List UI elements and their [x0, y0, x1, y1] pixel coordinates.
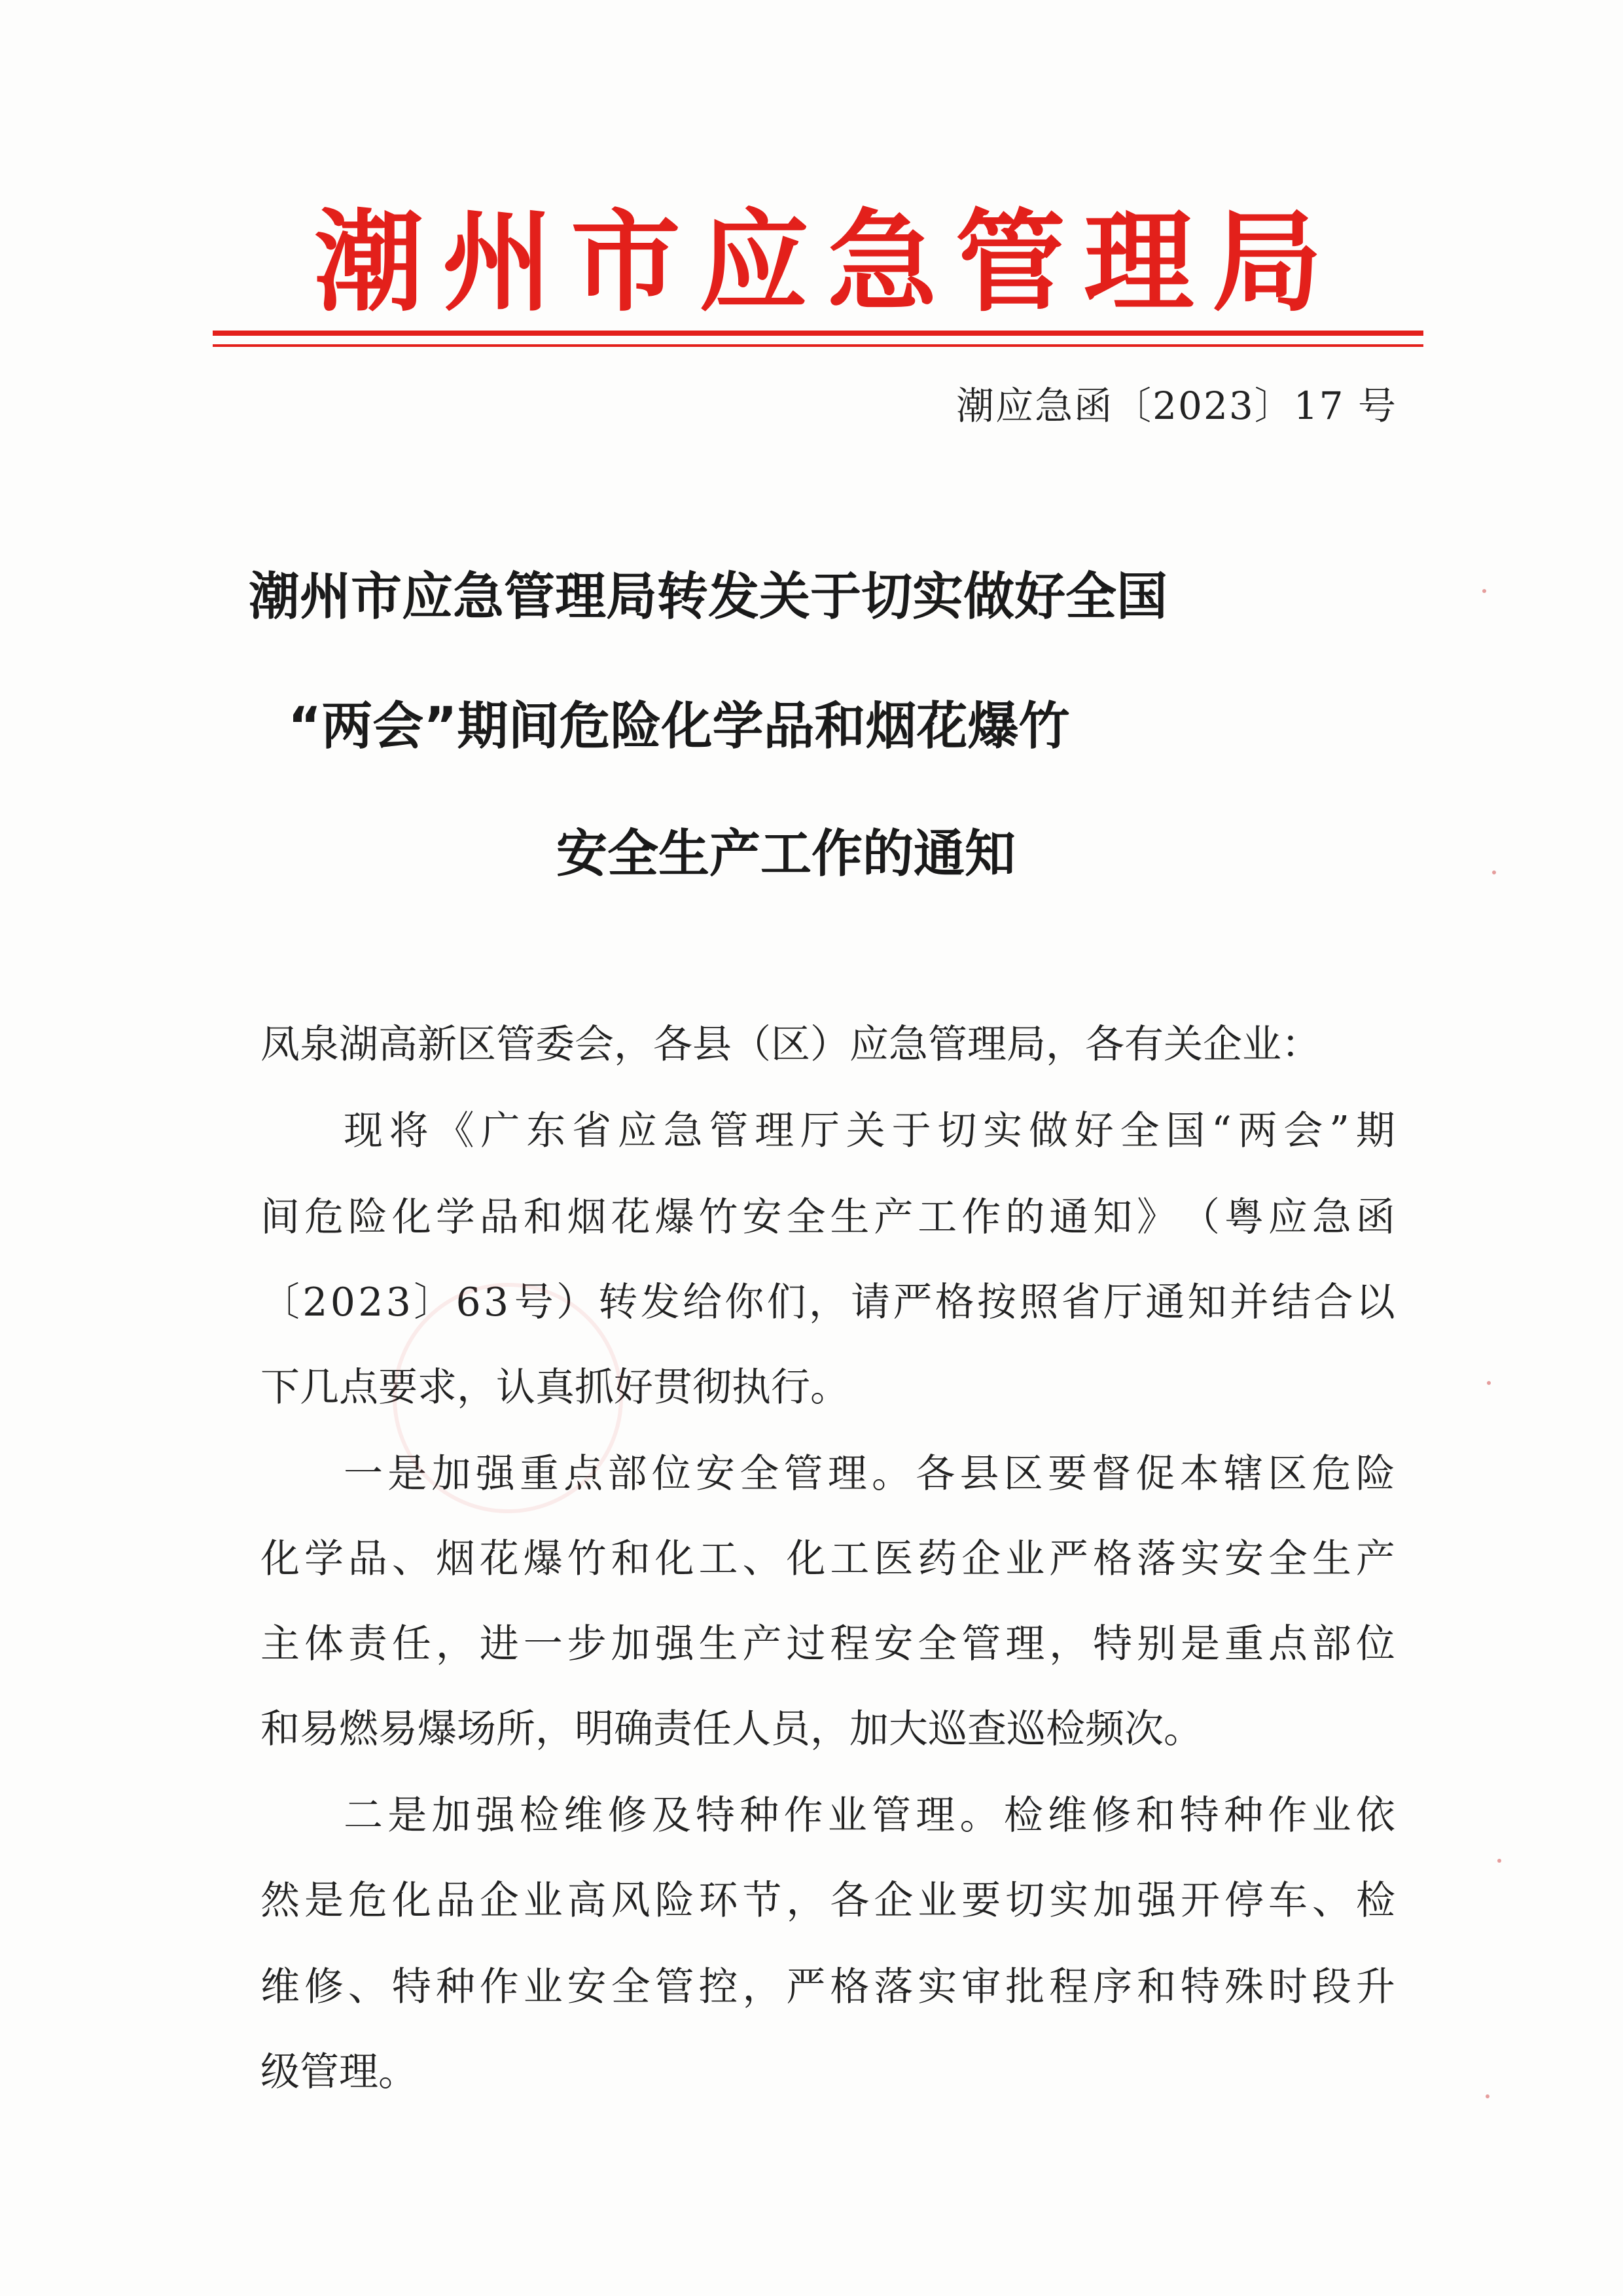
- glyph: 切: [1005, 1878, 1045, 1924]
- glyph: 安: [696, 1451, 735, 1497]
- scan-speck: [1497, 1859, 1501, 1863]
- glyph: 理: [916, 1793, 955, 1839]
- glyph: 》: [1137, 1194, 1177, 1240]
- glyph: 严: [786, 1964, 826, 2010]
- scan-speck: [1482, 589, 1486, 593]
- glyph: 、: [391, 1536, 431, 1582]
- glyph: 实: [1049, 1878, 1089, 1924]
- glyph: 和: [1135, 1793, 1175, 1839]
- glyph: 业: [918, 1878, 957, 1924]
- glyph: 修: [304, 1964, 344, 2010]
- glyph: 加: [611, 1621, 651, 1667]
- glyph: 二: [344, 1793, 383, 1839]
- red-separator-thin: [213, 344, 1423, 347]
- glyph: 强: [1137, 1878, 1177, 1924]
- glyph: 任: [391, 1621, 431, 1667]
- glyph: 产: [742, 1621, 782, 1667]
- glyph: 促: [1135, 1451, 1175, 1497]
- glyph: 企: [874, 1878, 914, 1924]
- glyph: 点: [1268, 1621, 1308, 1667]
- glyph: 业: [1005, 1536, 1045, 1582]
- glyph: 程: [830, 1621, 870, 1667]
- glyph: 知: [1093, 1194, 1133, 1240]
- glyph: 落: [874, 1964, 914, 2010]
- glyph: 作: [961, 1194, 1001, 1240]
- glyph: 强: [475, 1793, 515, 1839]
- glyph: 开: [1181, 1878, 1221, 1924]
- glyph: 品: [435, 1878, 475, 1924]
- glyph: 品: [348, 1536, 387, 1582]
- glyph: 步: [567, 1621, 607, 1667]
- paragraph-line: 下几点要求，认真抓好贯彻执行。: [260, 1365, 849, 1410]
- glyph: 烟: [435, 1536, 475, 1582]
- paragraph-line: [260, 1961, 1395, 2013]
- glyph: ，: [1049, 1621, 1089, 1667]
- glyph: 特: [1181, 1964, 1221, 2010]
- glyph: 省: [1061, 1280, 1101, 1325]
- glyph: 车: [1268, 1878, 1308, 1924]
- glyph: 烟: [567, 1194, 607, 1240]
- document-title-line-3: 安全生产工作的通知: [556, 825, 1016, 884]
- glyph: 种: [1224, 1793, 1263, 1839]
- masthead-char: 州: [442, 197, 552, 327]
- glyph: 各: [830, 1878, 870, 1924]
- glyph: 是: [387, 1793, 427, 1839]
- glyph: （: [1181, 1194, 1221, 1240]
- glyph: 化: [654, 1536, 694, 1582]
- glyph: 两: [1238, 1108, 1277, 1154]
- glyph: 工: [698, 1536, 738, 1582]
- glyph: 主: [260, 1621, 300, 1667]
- glyph: 化: [260, 1536, 300, 1582]
- glyph: 危: [1311, 1451, 1351, 1497]
- glyph: 3: [385, 1280, 411, 1325]
- glyph: 企: [961, 1536, 1001, 1582]
- glyph: 部: [1311, 1621, 1351, 1667]
- glyph: 审: [961, 1964, 1001, 2010]
- glyph: 是: [387, 1451, 427, 1497]
- glyph: 产: [874, 1194, 914, 1240]
- glyph: 生: [698, 1621, 738, 1667]
- glyph: 给: [682, 1280, 722, 1325]
- glyph: 升: [1355, 1964, 1395, 2010]
- masthead-char: 急: [827, 197, 937, 327]
- glyph: 位: [651, 1451, 691, 1497]
- glyph: 关: [846, 1108, 885, 1154]
- glyph: 〔: [260, 1280, 300, 1325]
- glyph: 区: [1268, 1451, 1308, 1497]
- glyph: 理: [1005, 1621, 1045, 1667]
- glyph: 好: [1074, 1108, 1114, 1154]
- glyph: 序: [1093, 1964, 1133, 2010]
- glyph: 是: [304, 1878, 344, 1924]
- glyph: 作: [1268, 1793, 1308, 1839]
- masthead-char: 局: [1212, 197, 1322, 327]
- glyph: 知: [1187, 1280, 1227, 1325]
- glyph: 安: [874, 1621, 914, 1667]
- glyph: 辖: [1224, 1451, 1263, 1497]
- glyph: 特: [391, 1964, 431, 2010]
- paragraph-line: [260, 1874, 1395, 1927]
- glyph: 种: [435, 1964, 475, 2010]
- glyph: 停: [1224, 1878, 1264, 1924]
- glyph: 工: [918, 1194, 957, 1240]
- glyph: 医: [874, 1536, 914, 1582]
- glyph: 安: [742, 1194, 782, 1240]
- glyph: 检: [520, 1793, 559, 1839]
- glyph: 2: [358, 1280, 383, 1325]
- document-title-line-1: 潮州市应急管理局转发关于切实做好全国: [249, 567, 1168, 626]
- glyph: 重: [1224, 1621, 1264, 1667]
- glyph: 〕: [414, 1280, 454, 1325]
- masthead-char: 管: [955, 197, 1065, 327]
- glyph: 花: [611, 1194, 651, 1240]
- paragraph-line: 级管理。: [260, 2049, 418, 2095]
- glyph: 爆: [654, 1194, 694, 1240]
- glyph: 加: [431, 1793, 471, 1839]
- glyph: 然: [260, 1878, 300, 1924]
- glyph: 急: [663, 1108, 703, 1154]
- paragraph-line: [260, 1191, 1395, 1244]
- glyph: 管: [783, 1451, 823, 1497]
- glyph: 。: [959, 1793, 999, 1839]
- glyph: 各: [916, 1451, 955, 1497]
- glyph: 一: [523, 1621, 563, 1667]
- glyph: 做: [1028, 1108, 1068, 1154]
- glyph: 合: [1313, 1280, 1353, 1325]
- glyph: 品: [479, 1194, 519, 1240]
- glyph: 2: [302, 1280, 328, 1325]
- glyph: 检: [1355, 1878, 1395, 1924]
- glyph: 通: [1145, 1280, 1185, 1325]
- glyph: 并: [1229, 1280, 1269, 1325]
- glyph: 爆: [523, 1536, 563, 1582]
- glyph: 间: [260, 1194, 300, 1240]
- glyph: 学: [304, 1536, 344, 1582]
- glyph: 特: [1093, 1621, 1133, 1667]
- glyph: 险: [1355, 1451, 1395, 1497]
- glyph: 实: [983, 1108, 1023, 1154]
- glyph: 安: [567, 1964, 607, 2010]
- glyph: 工: [830, 1536, 870, 1582]
- glyph: 管: [872, 1793, 911, 1839]
- glyph: 强: [654, 1621, 694, 1667]
- document-number: 潮应急函〔2023〕17 号: [956, 384, 1397, 428]
- glyph: 县: [959, 1451, 999, 1497]
- glyph: 、: [742, 1536, 782, 1582]
- glyph: 化: [391, 1194, 431, 1240]
- glyph: 全: [611, 1964, 651, 2010]
- glyph: 险: [654, 1878, 694, 1924]
- glyph: 厅: [800, 1108, 840, 1154]
- glyph: 业: [827, 1793, 867, 1839]
- glyph: 作: [479, 1964, 519, 2010]
- glyph: 业: [523, 1878, 563, 1924]
- glyph: ，: [742, 1964, 782, 2010]
- glyph: 险: [348, 1194, 387, 1240]
- glyph: 们: [766, 1280, 806, 1325]
- glyph: 请: [851, 1280, 891, 1325]
- glyph: 生: [1311, 1536, 1351, 1582]
- glyph: 和: [523, 1194, 563, 1240]
- glyph: 落: [1137, 1536, 1177, 1582]
- glyph: 修: [1092, 1793, 1132, 1839]
- glyph: 转: [598, 1280, 638, 1325]
- glyph: 《: [435, 1108, 474, 1154]
- glyph: 结: [1272, 1280, 1311, 1325]
- glyph: 过: [786, 1621, 826, 1667]
- glyph: 函: [1355, 1194, 1395, 1240]
- glyph: 理: [827, 1451, 867, 1497]
- glyph: 全: [918, 1621, 957, 1667]
- glyph: 高: [567, 1878, 607, 1924]
- glyph: 、: [348, 1964, 387, 2010]
- glyph: 0: [330, 1280, 355, 1325]
- glyph: 作: [783, 1793, 823, 1839]
- scan-speck: [1492, 870, 1496, 874]
- glyph: 依: [1355, 1793, 1395, 1839]
- glyph: 一: [344, 1451, 383, 1497]
- glyph: 企: [479, 1878, 519, 1924]
- glyph: 按: [977, 1280, 1017, 1325]
- glyph: 号: [514, 1280, 554, 1325]
- glyph: 维: [563, 1793, 603, 1839]
- glyph: 国: [1166, 1108, 1205, 1154]
- glyph: 于: [891, 1108, 931, 1154]
- glyph: 花: [479, 1536, 519, 1582]
- glyph: 严: [893, 1280, 933, 1325]
- scan-speck: [1486, 2094, 1489, 2098]
- issuer-masthead: [314, 196, 1322, 327]
- addressee-line: 凤泉湖高新区管委会，各县（区）应急管理局，各有关企业：: [260, 1022, 1321, 1067]
- glyph: 段: [1311, 1964, 1351, 2010]
- glyph: 发: [640, 1280, 680, 1325]
- glyph: 修: [607, 1793, 647, 1839]
- glyph: 3: [484, 1280, 509, 1325]
- glyph: 位: [1355, 1621, 1395, 1667]
- glyph: 化: [391, 1878, 431, 1924]
- glyph: 种: [740, 1793, 779, 1839]
- document-title-line-2: “两会”期间危险化学品和烟花爆竹: [288, 697, 1070, 756]
- glyph: 厅: [1103, 1280, 1143, 1325]
- glyph: 批: [1005, 1964, 1045, 2010]
- glyph: ，: [786, 1878, 826, 1924]
- glyph: 进: [479, 1621, 519, 1667]
- glyph: 危: [304, 1194, 344, 1240]
- glyph: 业: [1311, 1793, 1351, 1839]
- glyph: 产: [1355, 1536, 1395, 1582]
- glyph: 将: [389, 1108, 429, 1154]
- glyph: 以: [1355, 1280, 1395, 1325]
- glyph: 生: [830, 1194, 870, 1240]
- glyph: 切: [937, 1108, 977, 1154]
- glyph: 全: [786, 1194, 826, 1240]
- glyph: 广: [480, 1108, 520, 1154]
- glyph: 督: [1092, 1451, 1132, 1497]
- glyph: 环: [698, 1878, 738, 1924]
- glyph: 、: [1311, 1878, 1351, 1924]
- glyph: 省: [571, 1108, 611, 1154]
- glyph: 会: [1283, 1108, 1323, 1154]
- glyph: 特: [1179, 1793, 1219, 1839]
- glyph: 管: [709, 1108, 749, 1154]
- glyph: 竹: [567, 1536, 607, 1582]
- glyph: 理: [755, 1108, 794, 1154]
- paragraph-line: [344, 1105, 1395, 1157]
- glyph: 安: [1224, 1536, 1264, 1582]
- glyph: 格: [1093, 1536, 1133, 1582]
- masthead-char: 市: [571, 197, 681, 327]
- glyph: 重: [520, 1451, 559, 1497]
- glyph: 粤: [1224, 1194, 1264, 1240]
- glyph: 。: [872, 1451, 911, 1497]
- paragraph-line: [260, 1618, 1395, 1670]
- glyph: 特: [696, 1793, 735, 1839]
- glyph: 全: [1120, 1108, 1160, 1154]
- glyph: 和: [611, 1536, 651, 1582]
- glyph: 全: [1268, 1536, 1308, 1582]
- glyph: 急: [1311, 1194, 1351, 1240]
- glyph: 区: [1003, 1451, 1043, 1497]
- glyph: 期: [1355, 1108, 1395, 1154]
- glyph: 维: [260, 1964, 300, 2010]
- masthead-char: 理: [1084, 197, 1194, 327]
- glyph: 东: [526, 1108, 566, 1154]
- glyph: ，: [808, 1280, 848, 1325]
- glyph: 的: [1005, 1194, 1045, 1240]
- paragraph-line: 和易燃易爆场所，明确责任人员，加大巡查巡检频次。: [260, 1706, 1203, 1752]
- glyph: 风: [611, 1878, 651, 1924]
- glyph: 控: [698, 1964, 738, 2010]
- glyph: 药: [918, 1536, 957, 1582]
- glyph: 化: [786, 1536, 826, 1582]
- glyph: 实: [918, 1964, 957, 2010]
- glyph: 照: [1019, 1280, 1059, 1325]
- glyph: 严: [1049, 1536, 1089, 1582]
- glyph: 及: [651, 1793, 691, 1839]
- glyph: 实: [1181, 1536, 1221, 1582]
- red-separator-thick: [213, 331, 1423, 336]
- glyph: 应: [617, 1108, 657, 1154]
- glyph: 程: [1049, 1964, 1089, 2010]
- glyph: 殊: [1224, 1964, 1264, 2010]
- scan-speck: [1487, 1381, 1491, 1385]
- glyph: 格: [830, 1964, 870, 2010]
- paragraph-line: [260, 1533, 1395, 1585]
- glyph: “: [1211, 1108, 1232, 1154]
- glyph: 应: [1268, 1194, 1308, 1240]
- glyph: 是: [1181, 1621, 1221, 1667]
- masthead-char: 应: [699, 197, 809, 327]
- faint-seal-impression: [393, 1283, 623, 1513]
- glyph: 竹: [698, 1194, 738, 1240]
- glyph: 全: [740, 1451, 779, 1497]
- glyph: 维: [1048, 1793, 1087, 1839]
- glyph: 别: [1137, 1621, 1177, 1667]
- glyph: 要: [1048, 1451, 1087, 1497]
- glyph: 危: [348, 1878, 387, 1924]
- glyph: ”: [1329, 1108, 1349, 1154]
- glyph: 你: [724, 1280, 764, 1325]
- glyph: 部: [607, 1451, 647, 1497]
- glyph: 时: [1268, 1964, 1308, 2010]
- glyph: 格: [935, 1280, 974, 1325]
- paragraph-line: [344, 1789, 1395, 1842]
- glyph: 现: [344, 1108, 383, 1154]
- glyph: 6: [455, 1280, 481, 1325]
- glyph: 通: [1049, 1194, 1089, 1240]
- glyph: 体: [304, 1621, 344, 1667]
- glyph: 点: [563, 1451, 603, 1497]
- glyph: 和: [1137, 1964, 1177, 2010]
- glyph: 检: [1003, 1793, 1043, 1839]
- glyph: 加: [431, 1451, 471, 1497]
- glyph: 本: [1179, 1451, 1219, 1497]
- glyph: 管: [654, 1964, 694, 2010]
- glyph: ）: [556, 1280, 596, 1325]
- glyph: 责: [348, 1621, 387, 1667]
- masthead-char: 潮: [314, 197, 424, 327]
- glyph: 强: [475, 1451, 515, 1497]
- glyph: 要: [961, 1878, 1001, 1924]
- glyph: 学: [435, 1194, 475, 1240]
- glyph: 加: [1093, 1878, 1133, 1924]
- glyph: ，: [435, 1621, 475, 1667]
- glyph: 节: [742, 1878, 782, 1924]
- glyph: 业: [523, 1964, 563, 2010]
- glyph: 管: [961, 1621, 1001, 1667]
